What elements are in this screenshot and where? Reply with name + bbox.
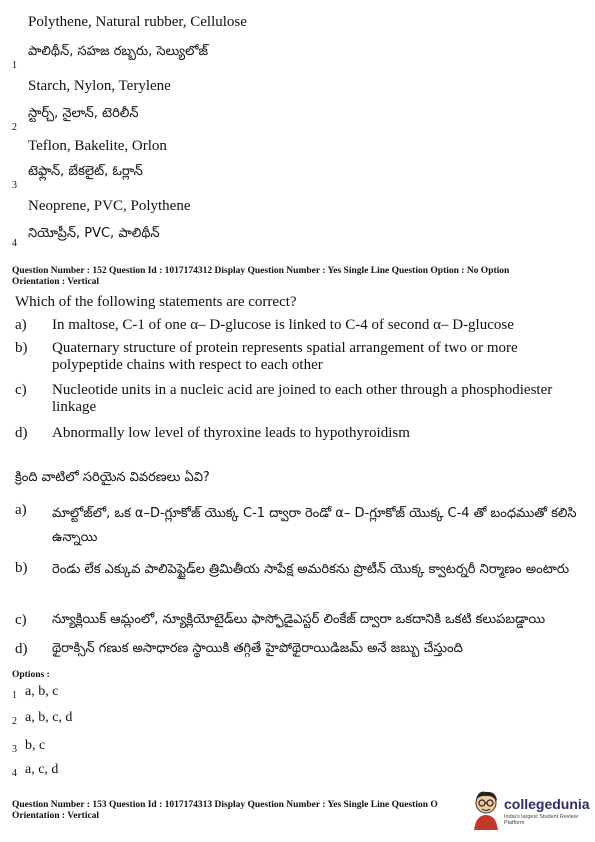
answer-option-1-number: 1: [12, 690, 17, 701]
statement-d-text: Abnormally low level of thyroxine leads to hypothyroidism: [52, 425, 410, 441]
statement-a-label: a): [15, 317, 27, 333]
telugu-statement-b-label: b): [15, 560, 28, 576]
logo-tagline: India's largest Student Review Platform: [504, 814, 578, 826]
logo-name: collegedunia: [504, 796, 590, 812]
statement-a-text: In maltose, C-1 of one α– D-glucose is linked to C-4 of second α– D-glucose: [52, 317, 514, 333]
answer-option-1[interactable]: a, b, c: [25, 684, 59, 699]
telugu-statement-a-text: మాల్టోజ్‌లో, ఒక α–D-గ్లూకోజ్ యొక్క C-1 ద్వారా రెండో α– D-గ్లూకోజ్ యొక్క C-4 తో బంధముతో కలిసి ఉన్నాయి: [52, 506, 577, 545]
question-153-meta-line2: Orientation : Vertical: [12, 811, 100, 821]
collegedunia-logo: [470, 790, 590, 830]
telugu-statement-d-text: థైరాక్సిన్ గణుక అసాధారణ స్థాయికి తగ్గితే హైపోథైరాయిడిజమ్ అనే జబ్బు చేస్తుంది: [52, 641, 463, 656]
option-2-number: 2: [12, 122, 17, 133]
answer-option-3-number: 3: [12, 744, 17, 755]
option-3-telugu: టెఫ్లాన్, బేకలైట్, ఓర్లాన్: [28, 164, 143, 179]
answer-option-4[interactable]: a, c, d: [25, 762, 59, 777]
telugu-statement-a-label: a): [15, 502, 27, 518]
option-1-telugu: పాలిథీన్, సహజ రబ్బరు, సెల్యులోజ్: [28, 44, 208, 59]
statement-b-label: b): [15, 340, 28, 356]
question-152-telugu-text: క్రింది వాటిలో సరియైన వివరణలు ఏవి?: [15, 470, 210, 485]
question-152-meta-line1: Question Number : 152 Question Id : 1017174312 Display Question Number : Yes Single Line Question Option : No Option: [12, 266, 510, 276]
option-2-english: Starch, Nylon, Terylene: [28, 78, 171, 94]
student-mascot-icon: [470, 790, 502, 830]
option-1-number: 1: [12, 60, 17, 71]
statement-c-text: Nucleotide units in a nucleic acid are joined to each other through a phosphodiester linkage: [52, 382, 553, 415]
option-4-english: Neoprene, PVC, Polythene: [28, 198, 191, 214]
question-152-text: Which of the following statements are correct?: [15, 294, 297, 310]
option-3-english: Teflon, Bakelite, Orlon: [28, 138, 167, 154]
answer-option-2-number: 2: [12, 716, 17, 727]
answer-option-4-number: 4: [12, 768, 17, 779]
option-4-telugu: నియోప్రీన్, PVC, పాలిథీన్: [28, 226, 160, 241]
option-4-number: 4: [12, 238, 17, 249]
telugu-statement-c-text: న్యూక్లియిక్ ఆమ్లంలో, న్యూక్లియోటైడ్‌లు ఫాస్ఫోడైఎస్టర్ లింకేజ్ ద్వారా ఒకదానికి ఒకటి కలుపబడ్డాయి: [52, 612, 546, 627]
option-1-english: Polythene, Natural rubber, Cellulose: [28, 14, 247, 30]
question-153-meta-line1: Question Number : 153 Question Id : 1017174313 Display Question Number : Yes Single Line Question O: [12, 800, 438, 810]
options-heading: Options :: [12, 670, 50, 680]
answer-option-2[interactable]: a, b, c, d: [25, 710, 73, 725]
telugu-statement-c-label: c): [15, 612, 27, 628]
telugu-statement-d-label: d): [15, 641, 28, 657]
statement-c-label: c): [15, 382, 27, 398]
answer-option-3[interactable]: b, c: [25, 738, 46, 753]
statement-b-text: Quaternary structure of protein represents spatial arrangement of two or more polypeptide chains with respect to each other: [52, 340, 518, 373]
statement-d-label: d): [15, 425, 28, 441]
option-3-number: 3: [12, 180, 17, 191]
question-152-meta: [12, 266, 587, 288]
option-2-telugu: స్టార్చ్, నైలాన్, టెరిలీన్: [28, 106, 139, 121]
question-152-meta-line2: Orientation : Vertical: [12, 277, 100, 287]
question-153-meta: [12, 800, 472, 822]
telugu-statement-b-text: రెండు లేక ఎక్కువ పాలిపెప్టైడ్‌ల త్రిమితీయ సాపేక్ష అమరికను ప్రొటీన్ యొక్క క్వాటర్నరీ నిర్మాణం అంటారు: [52, 562, 570, 577]
